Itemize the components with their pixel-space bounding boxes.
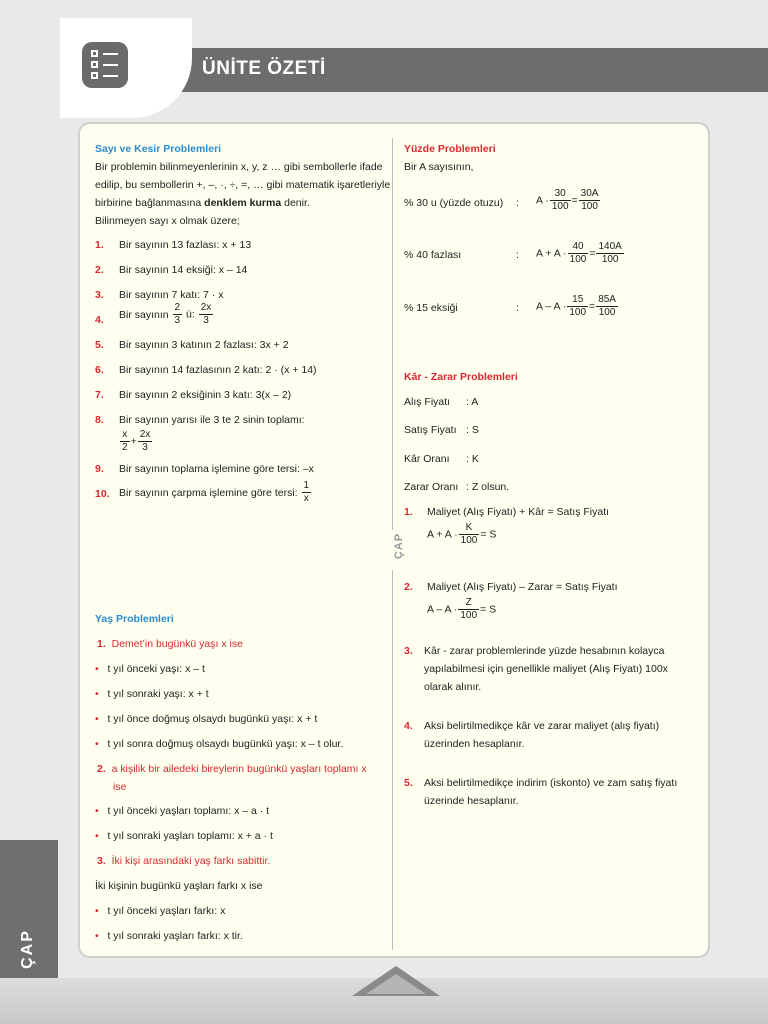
list-item-10: Bir sayının çarpma işlemine göre tersi: $\frac{1}{x}$ — [119, 480, 310, 504]
yuzde-row-formula: A – A · $\frac{15}{100}$ = $\frac{85A}{100}$ — [536, 294, 616, 318]
kar-def-key: Zarar Oranı — [404, 481, 459, 493]
list-item: • t yıl önceki yaşları farkı: x — [95, 905, 226, 917]
list-item: • t yıl önce doğmuş olsaydı bugünkü yaşı: x + t — [95, 713, 318, 725]
list-item: • t yıl önceki yaşları toplamı: x – a · t — [95, 805, 270, 817]
yas-para-3: İki kişinin bugünkü yaşları farkı x ise — [95, 880, 263, 892]
list-item-8-formula: $\frac{x}{2}$ + $\frac{2x}{3}$ — [122, 429, 151, 453]
list-item: 4. — [95, 314, 104, 326]
section-title-yas: Yaş Problemleri — [95, 613, 174, 625]
kar-item-3-l2: yapılabilmesi için genellikle maliyet (Alış Fiyatı) 100x — [424, 663, 668, 675]
yuzde-row-colon: : — [516, 302, 519, 314]
kar-item-5-l1: Aksi belirtilmedikçe indirim (iskonto) ve zam satış fiyatı — [424, 777, 678, 789]
list-item: 2. — [404, 581, 413, 593]
list-item: • t yıl sonra doğmuş olsaydı bugünkü yaşı: x – t olur. — [95, 738, 344, 750]
list-item: 7. — [95, 389, 104, 401]
kar-def-val: : A — [466, 396, 479, 408]
list-item-text: Bir sayının toplama işlemine göre tersi: –x — [119, 463, 314, 475]
sayi-intro-4: Bilinmeyen sayı x olmak üzere; — [95, 215, 240, 227]
list-item: • t yıl sonraki yaşları toplamı: x + a · t — [95, 830, 273, 842]
kar-item-3-l1: Kâr - zarar problemlerinde yüzde hesabının kolayca — [424, 645, 665, 657]
kar-def-val: : S — [466, 424, 479, 436]
list-item: • t yıl sonraki yaşı: x + t — [95, 688, 209, 700]
sayi-intro-3 — [95, 196, 310, 210]
yas-rule-1: 1. Demet’in bugünkü yaşı x ise — [97, 638, 243, 650]
kar-formula-2: A – A · $\frac{Z}{100}$ = S — [427, 597, 497, 621]
list-item-text: Bir sayının 2 eksiğinin 3 katı: 3(x – 2) — [119, 389, 292, 401]
list-item-text: Bir sayının yarısı ile 3 te 2 sinin toplamı: — [119, 414, 305, 426]
kar-def-key: Alış Fiyatı — [404, 396, 451, 408]
yas-rule-2-cont: ise — [113, 781, 127, 793]
section-title-yuzde: Yüzde Problemleri — [404, 143, 496, 155]
kar-def-val: : Z olsun. — [466, 481, 510, 493]
page-triangle-inner — [366, 974, 426, 994]
list-item: 3. — [95, 289, 104, 301]
kar-item-4-l2: üzerinden hesaplanır. — [424, 738, 525, 750]
list-item: 6. — [95, 364, 104, 376]
list-item: • t yıl sonraki yaşları farkı: x tir. — [95, 930, 243, 942]
list-item: 8. — [95, 414, 104, 426]
cap-watermark — [384, 530, 406, 570]
list-item-text: Bir sayının 14 fazlasının 2 katı: 2 · (x + 14) — [119, 364, 317, 376]
list-item: • t yıl önceki yaşı: x – t — [95, 663, 205, 675]
kar-item-3-l3: olarak alınır. — [424, 681, 482, 693]
sayi-intro-3b: denklem kurma — [204, 197, 282, 209]
list-item-4: Bir sayının $\frac{2}{3}$ ü: $\frac{2x}{3}$ — [119, 302, 212, 326]
list-item-text: Bir sayının 3 katının 2 fazlası: 3x + 2 — [119, 339, 289, 351]
yuzde-row-colon: : — [516, 249, 519, 261]
kar-item-2: Maliyet (Alış Fiyatı) – Zarar = Satış Fiyatı — [427, 581, 618, 593]
sayi-intro-3a: birbirine bağlanmasına — [95, 197, 205, 209]
list-item: 1. — [404, 506, 413, 518]
sayi-intro-2: edilip, bu sembollerin +, –, ·, ÷, =, … gibi matematik işaretleriyle — [95, 179, 391, 191]
list-item: 4. — [404, 720, 413, 732]
page-title: ÜNİTE ÖZETİ — [202, 58, 326, 79]
yas-rule-2: 2. a kişilik bir ailedeki bireylerin bugünkü yaşları toplamı x — [97, 763, 367, 775]
list-item: 5. — [95, 339, 104, 351]
list-item: 2. — [95, 264, 104, 276]
kar-item-5-l2: üzerinde hesaplanır. — [424, 795, 519, 807]
list-item-text: Bir sayının 13 fazlası: x + 13 — [119, 239, 252, 251]
section-title-kar: Kâr - Zarar Problemleri — [404, 371, 518, 383]
list-item-text: Bir sayının 7 katı: 7 · x — [119, 289, 224, 301]
sayi-intro-1: Bir problemin bilinmeyenlerinin x, y, z … gibi sembollerle ifade — [95, 161, 383, 173]
yuzde-row-formula: A + A · $\frac{40}{100}$ = $\frac{140A}{100}$ — [536, 241, 622, 265]
list-item-text: Bir sayının 14 eksiği: x – 14 — [119, 264, 248, 276]
yuzde-row-colon: : — [516, 197, 519, 209]
yuzde-row-label: % 30 u (yüzde otuzu) — [404, 197, 504, 209]
list-item: 9. — [95, 463, 104, 475]
yuzde-row-label: % 15 eksiği — [404, 302, 458, 314]
kar-item-1: Maliyet (Alış Fiyatı) + Kâr = Satış Fiyatı — [427, 506, 610, 518]
list-item: 5. — [404, 777, 413, 789]
kar-def-key: Kâr Oranı — [404, 453, 450, 465]
list-item: 1. — [95, 239, 104, 251]
sayi-intro-3c: denir. — [281, 197, 310, 209]
cap-logo: ÇAP — [19, 929, 36, 969]
kar-item-4-l1: Aksi belirtilmedikçe kâr ve zarar maliyet (alış fiyatı) — [424, 720, 660, 732]
kar-formula-1: A + A · $\frac{K}{100}$ = S — [427, 522, 497, 546]
list-item: 10. — [95, 488, 110, 500]
yuzde-intro: Bir A sayısının, — [404, 161, 474, 173]
list-item: 3. — [404, 645, 413, 657]
cap-watermark-text: ÇAP — [393, 532, 406, 560]
kar-def-val: : K — [466, 453, 479, 465]
yuzde-row-formula: A · $\frac{30}{100}$ = $\frac{30A}{100}$ — [536, 188, 599, 212]
section-title-sayi: Sayı ve Kesir Problemleri — [95, 143, 222, 155]
kar-def-key: Satış Fiyatı — [404, 424, 457, 436]
yas-rule-3: 3. İki kişi arasındaki yaş farkı sabittir. — [97, 855, 271, 867]
yuzde-row-label: % 40 fazlası — [404, 249, 462, 261]
checklist-icon — [82, 42, 128, 88]
